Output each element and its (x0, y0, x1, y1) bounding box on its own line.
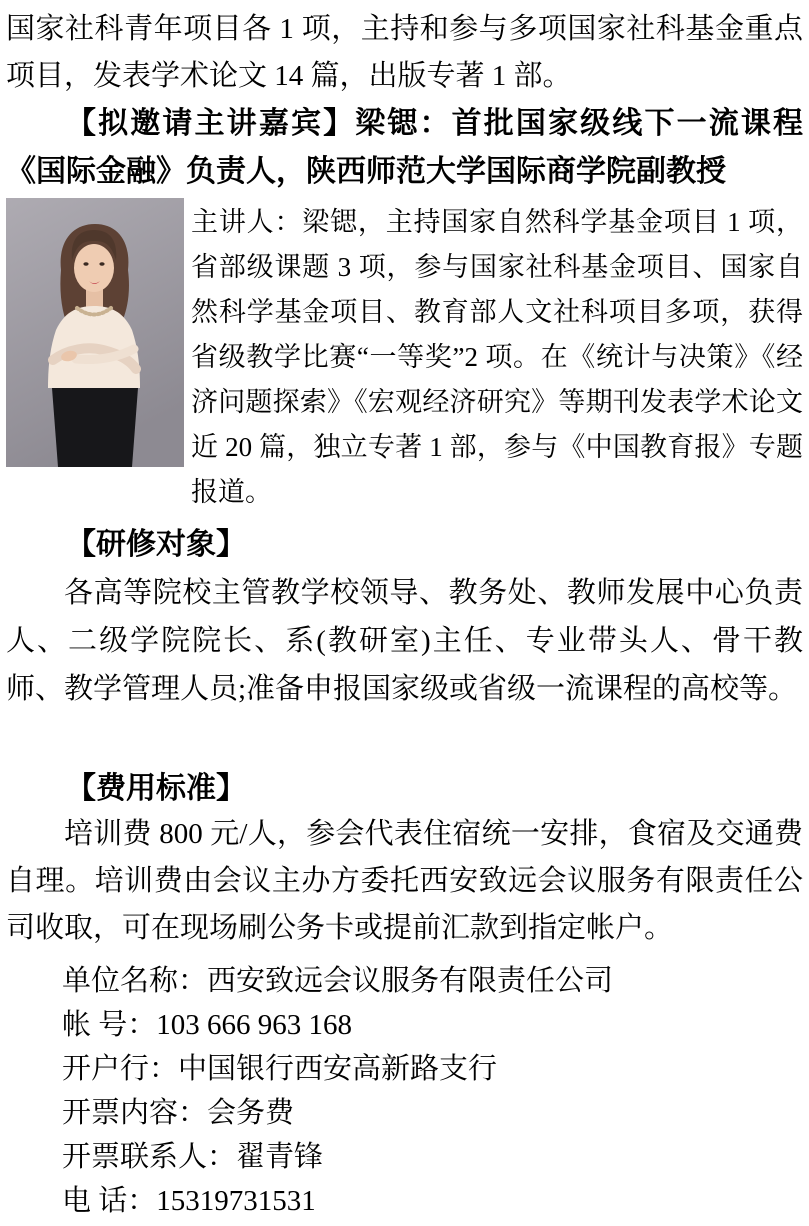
invited-speaker-heading: 【拟邀请主讲嘉宾】梁锶：首批国家级线下一流课程《国际金融》负责人，陕西师范大学国际商学院副教授 (6, 107, 803, 188)
skirt-shape (52, 388, 138, 467)
audience-section-heading: 【研修对象】 (66, 528, 246, 561)
payment-details-block (6, 959, 803, 1223)
speaker-portrait-illustration (6, 198, 184, 467)
face-shape (74, 244, 114, 292)
payment-phone-number: 电 话：15319731531 (62, 1185, 316, 1217)
payment-company-name: 单位名称：西安致远会议服务有限责任公司 (62, 965, 614, 997)
intro-paragraph: 国家社科青年项目各 1 项，主持和参与多项国家社科基金重点项目，发表学术论文 14 篇，出版专著 1 部。 (6, 13, 803, 92)
payment-invoice-content: 开票内容：会务费 (62, 1097, 295, 1129)
right-eye (99, 262, 104, 265)
speaker-photo (6, 198, 184, 467)
fee-section-heading: 【费用标准】 (66, 772, 246, 805)
payment-bank-name: 开户行：中国银行西安高新路支行 (62, 1053, 498, 1085)
audience-section-body: 各高等院校主管教学校领导、教务处、教师发展中心负责人、二级学院院长、系(教研室)主任、专业带头人、骨干教师、教学管理人员;准备申报国家级或省级一流课程的高校等。 (6, 577, 803, 705)
speaker-block (6, 198, 803, 507)
payment-account-number: 帐 号：103 666 963 168 (62, 1009, 353, 1041)
payment-invoice-contact: 开票联系人：翟青锋 (62, 1141, 324, 1173)
left-eye (83, 262, 88, 265)
speaker-bio: 主讲人：梁锶，主持国家自然科学基金项目 1 项，省部级课题 3 项，参与国家社科基金项目、国家自然科学基金项目、教育部人文社科项目多项，获得省级教学比赛“一等奖”2 项。在《统计与决策》《经济问题探索》《宏观经济研究》等期刊发表学术论文近 20 篇，独立专著 1 部，参与《中国教育报》专题报道。 (191, 207, 803, 507)
fee-section-body: 培训费 800 元/人，参会代表住宿统一安排，食宿及交通费自理。培训费由会议主办方委托西安致远会议服务有限责任公司收取，可在现场刷公务卡或提前汇款到指定帐户。 (6, 818, 803, 944)
